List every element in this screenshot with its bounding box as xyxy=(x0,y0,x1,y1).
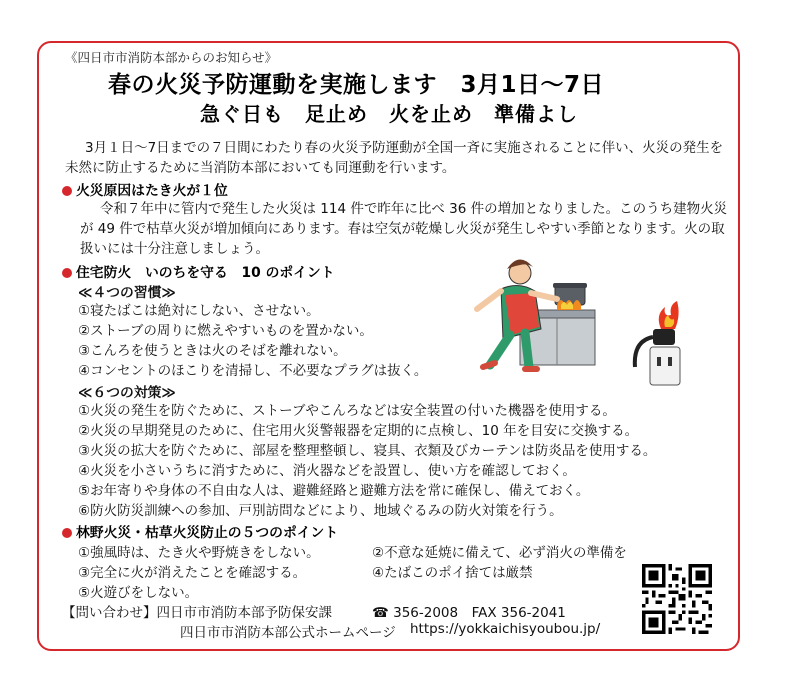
measure-item: ③火災の拡大を防ぐために、部屋を整理整頓し、寝具、衣類及びカーテンは防炎品を使用する。 xyxy=(78,443,657,459)
section2-heading-text: 住宅防火 いのちを守る 10 のポイント xyxy=(76,265,335,281)
forest-point: ①強風時は、たき火や野焼きをしない。 xyxy=(78,545,320,561)
notice-label: 《四日市市消防本部からのお知らせ》 xyxy=(65,50,278,65)
habit-item: ③こんろを使うときは火のそばを離れない。 xyxy=(78,343,347,359)
forest-point: ④たばこのポイ捨ては厳禁 xyxy=(372,565,533,581)
measure-item: ⑤お年寄りや身体の不自由な人は、避難経路と避難方法を常に確保し、備えておく。 xyxy=(78,483,590,499)
measure-item: ④火災を小さいうちに消すために、消火器などを設置し、使い方を確認しておく。 xyxy=(78,463,576,479)
homepage-label: 四日市市消防本部公式ホームページ xyxy=(180,625,396,641)
measure-item: ①火災の発生を防ぐために、ストーブやこんろなどは安全装置の付いた機器を使用する。 xyxy=(78,403,616,419)
homepage-url[interactable]: https://yokkaichisyoubou.jp/ xyxy=(410,621,601,637)
section1-heading xyxy=(62,179,228,199)
habit-item: ④コンセントのほこりを清掃し、不必要なプラグは抜く。 xyxy=(78,363,428,379)
habit-item: ①寝たばこは絶対にしない、させない。 xyxy=(78,303,320,319)
slogan: 急ぐ日も 足止め 火を止め 準備よし xyxy=(200,102,578,126)
bullet-icon xyxy=(62,268,72,278)
kitchen-fire-illustration xyxy=(465,255,690,390)
bullet-icon xyxy=(62,528,72,538)
page-title: 春の火災予防運動を実施します 3月1日～7日 xyxy=(108,72,605,98)
habit-item: ②ストーブの周りに燃えやすいものを置かない。 xyxy=(78,323,373,339)
measure-item: ⑥防火防災訓練への参加、戸別訪問などにより、地域ぐるみの防火対策を行う。 xyxy=(78,503,563,519)
contact-label: 【問い合わせ】四日市市消防本部予防保安課 xyxy=(62,605,332,621)
forest-point: ②不意な延焼に備えて、必ず消火の準備を xyxy=(372,545,627,561)
habits-heading: ≪４つの習慣≫ xyxy=(78,285,176,301)
section2-heading xyxy=(62,261,335,281)
section3-heading-text: 林野火災・枯草火災防止の５つのポイント xyxy=(76,525,339,541)
qr-code[interactable] xyxy=(642,564,712,634)
measure-item: ②火災の早期発見のために、住宅用火災警報器を定期的に点検し、10 年を目安に交換する。 xyxy=(78,423,639,439)
measures-heading: ≪６つの対策≫ xyxy=(78,385,176,401)
section3-heading xyxy=(62,521,338,541)
intro-paragraph: 3月１日～7日までの７日間にわたり春の火災予防運動が全国一斉に実施されることに伴い、火災の発生を未然に防止するために当消防本部においても同運動を行います。 xyxy=(65,140,724,176)
section1-paragraph: 令和７年中に管内で発生した火災は 114 件で昨年に比べ 36 件の増加となりました。このうち建物火災が 49 件で枯草火災が増加傾向にあります。春は空気が乾燥し火災が発生しやすい季節となります。火の取扱いには十分注意しましょう。 xyxy=(80,201,728,257)
bullet-icon xyxy=(62,186,72,196)
forest-point: ⑤火遊びをしない。 xyxy=(78,585,199,601)
contact-phone: ☎ 356-2008 FAX 356-2041 xyxy=(372,605,566,621)
section1-heading-text: 火災原因はたき火が１位 xyxy=(76,183,228,199)
forest-point: ③完全に火が消えたことを確認する。 xyxy=(78,565,307,581)
